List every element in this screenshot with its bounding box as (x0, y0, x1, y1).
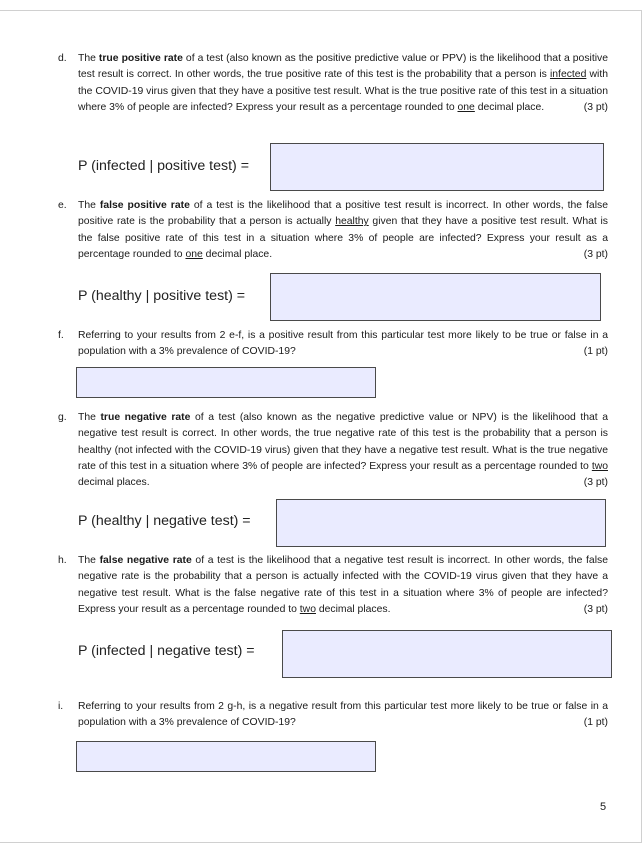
question-f: f. Referring to your results from 2 e-f, is a positive result from this particular test more likely to be true or false in a population with a 3% prevalence of COVID-19? (1 pt) (58, 328, 608, 361)
question-i: i. Referring to your results from 2 g-h, is a negative result from this particular test more likely to be true or false in a population with a 3% prevalence of COVID-19? (1 pt) (58, 699, 608, 732)
equation-label-e: P (healthy | positive test) = (78, 288, 246, 304)
equation-label-h: P (infected | negative test) = (78, 643, 255, 659)
points-label: (3 pt) (583, 477, 608, 489)
question-text: Referring to your results from 2 g-h, is a negative result from this particular test more likely to be true or false in a population with a 3% prevalence of COVID-19? (1 pt) (78, 699, 608, 732)
question-text: The false negative rate of a test is the likelihood that a negative test result is incorrect. In other words, the false negative rate is the probability that a person is actually infected with the COVID-19 virus given that they have a negative test result. What is the false negative rate of this test in a situation where 3% of people are infected? Express your result as a percentage rounded to two decimal places. (3 pt) (78, 553, 608, 618)
question-e: e. The false positive rate of a test is the likelihood that a positive test result is incorrect. In other words, the false positive rate is the probability that a person is actually healthy given that they have a positive test result. What is the false positive rate of this test in a situation where 3% of people are infected? Express your result as a percentage rounded to one decimal place. (3 pt) (58, 198, 608, 263)
answer-box-i[interactable] (76, 741, 376, 772)
question-h: h. The false negative rate of a test is the likelihood that a negative test result is incorrect. In other words, the false negative rate is the probability that a person is actually infected with the COVID-19 virus given that they have a negative test result. What is the false negative rate of this test in a situation where 3% of people are infected? Express your result as a percentage rounded to two decimal places. (3 pt) (58, 553, 608, 618)
equation-label-d: P (infected | positive test) = (78, 158, 249, 174)
points-label: (3 pt) (583, 603, 608, 615)
question-text: Referring to your results from 2 e-f, is a positive result from this particular test more likely to be true or false in a population with a 3% prevalence of COVID-19? (1 pt) (78, 328, 608, 361)
answer-box-g[interactable] (276, 499, 606, 547)
points-label: (1 pt) (583, 717, 608, 729)
question-text: The false positive rate of a test is the likelihood that a positive test result is incorrect. In other words, the false positive rate is the probability that a person is actually healthy given that they have a positive test result. What is the false positive rate of this test in a situation where 3% of people are infected? Express your result as a percentage rounded to one decimal place. (3 pt) (78, 198, 608, 263)
points-label: (3 pt) (583, 101, 608, 113)
answer-box-e[interactable] (270, 273, 601, 321)
points-label: (3 pt) (583, 248, 608, 260)
question-text: The true positive rate of a test (also known as the positive predictive value or PPV) is the likelihood that a positive test result is correct. In other words, the true positive rate of this test is the probability that a person is infected with the COVID-19 virus given that they have a positive test result. What is the true positive rate of this test in a situation where 3% of people are infected? Express your result as a percentage rounded to one decimal place. (3 pt) (78, 51, 608, 116)
page-number: 5 (600, 801, 607, 813)
points-label: (1 pt) (583, 346, 608, 358)
equation-label-g: P (healthy | negative test) = (78, 513, 251, 529)
question-letter: d. (58, 53, 67, 64)
answer-box-h[interactable] (282, 630, 612, 678)
question-d (58, 51, 608, 116)
question-g: g. The true negative rate of a test (also known as the negative predictive value or NPV) is the likelihood that a negative test result is correct. In other words, the true negative rate of this test is the probability that a person is healthy (not infected with the COVID-19 virus) given that they have a negative test result. What is the true negative rate of this test in a situation where 3% of people are infected? Express your result as a percentage rounded to two decimal places. (3 pt) (58, 410, 608, 491)
question-text: The true negative rate of a test (also known as the negative predictive value or NPV) is the likelihood that a negative test result is correct. In other words, the true negative rate of this test is the probability that a person is healthy (not infected with the COVID-19 virus) given that they have a negative test result. What is the true negative rate of this test in a situation where 3% of people are infected? Express your result as a percentage rounded to two decimal places. (3 pt) (78, 410, 608, 491)
answer-box-f[interactable] (76, 367, 376, 398)
answer-box-d[interactable] (270, 143, 604, 191)
